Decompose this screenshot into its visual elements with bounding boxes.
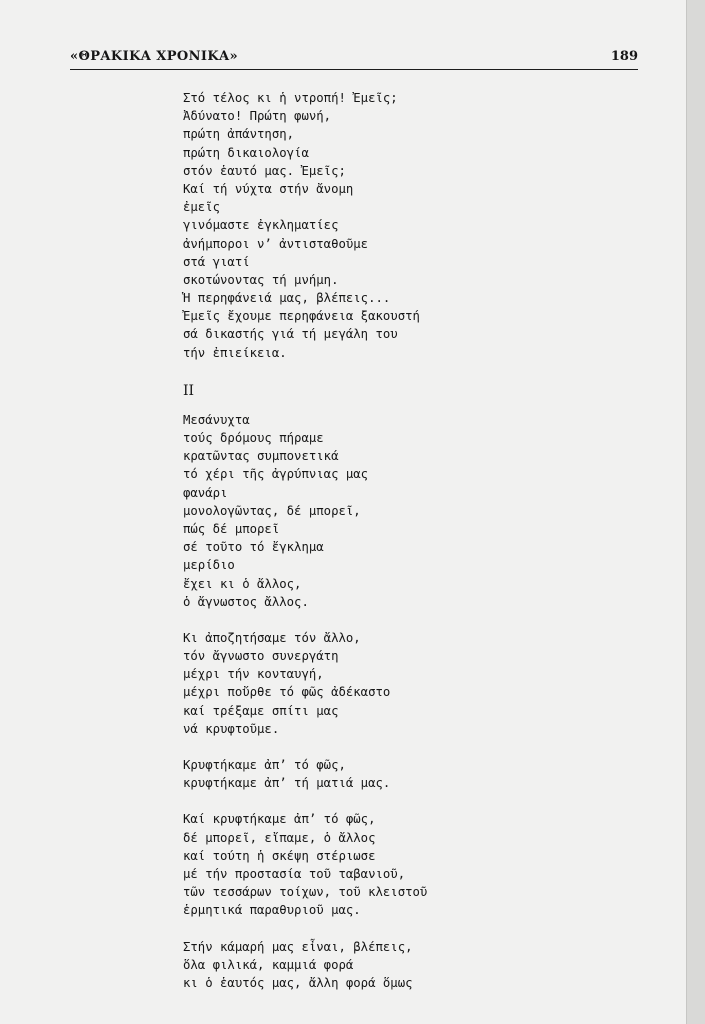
section-number: II: [183, 382, 195, 399]
poem-line: Ἐμεῖς ἔχουμε περηφάνεια ξακουστή: [183, 309, 420, 324]
poem-line: νά κρυφτοῦμε.: [183, 721, 280, 736]
poem-line: καί τρέξαμε σπίτι μας: [183, 703, 339, 718]
poem-line: Καί κρυφτήκαμε ἀπ’ τό φῶς,: [183, 812, 376, 827]
poem-line: γινόμαστε ἐγκληματίες: [183, 218, 339, 233]
poem-line: ὁ ἄγνωστος ἄλλος.: [183, 594, 309, 609]
poem-text: [183, 89, 603, 992]
poem-line: κι ὁ ἑαυτός μας, ἄλλη φορά ὅμως: [183, 975, 413, 990]
stanza-gap: [183, 611, 603, 629]
poem-line: Καί τή νύχτα στήν ἄνομη: [183, 181, 354, 196]
poem-line: στά γιατί: [183, 254, 250, 269]
poem-line: ἐμεῖς: [183, 200, 221, 215]
stanza: [183, 411, 603, 611]
stanza: [183, 629, 603, 738]
stanza: [183, 810, 603, 919]
poem-line: τῶν τεσσάρων τοίχων, τοῦ κλειστοῦ: [183, 885, 428, 900]
poem-line: πώς δέ μπορεῖ: [183, 521, 280, 536]
stanza-gap: [183, 738, 603, 756]
stanza-gap: [183, 792, 603, 810]
section-one: [183, 89, 603, 362]
poem-line: Στό τέλος κι ἡ ντροπή! Ἐμεῖς;: [183, 91, 398, 105]
poem-line: μέχρι ποὔρθε τό φῶς ἀδέκαστο: [183, 685, 391, 700]
poem-line: μέ τήν προστασία τοῦ ταβανιοῦ,: [183, 866, 406, 881]
page-header: [70, 49, 638, 71]
poem-line: τόν ἄγνωστο συνεργάτη: [183, 649, 339, 664]
header-rule: [70, 69, 638, 70]
poem-line: μερίδιο: [183, 558, 235, 573]
poem-line: ἔχει κι ὁ ἄλλος,: [183, 576, 302, 591]
poem-line: πρώτη ἀπάντηση,: [183, 127, 295, 142]
poem-line: Ἀδύνατο! Πρώτη φωνή,: [183, 109, 332, 124]
poem-line: Κι ἀποζητήσαμε τόν ἄλλο,: [183, 630, 361, 645]
poem-line: στόν ἑαυτό μας. Ἐμεῖς;: [183, 163, 346, 178]
poem-line: δέ μπορεῖ, εἴπαμε, ὁ ἄλλος: [183, 830, 376, 845]
poem-line: Κρυφτήκαμε ἀπ’ τό φῶς,: [183, 758, 346, 772]
stanza: [183, 756, 603, 792]
poem-line: καί τούτη ἡ σκέψη στέριωσε: [183, 848, 376, 863]
poem-line: τήν ἐπιείκεια.: [183, 345, 287, 360]
stanza-gap: [183, 362, 603, 380]
stanza: [183, 938, 603, 993]
poem-line: φανάρι: [183, 485, 228, 500]
journal-title: «ΘΡΑΚΙΚΑ ΧΡΟΝΙΚΑ»: [70, 49, 239, 64]
stanza-gap: [183, 920, 603, 938]
poem-line: μέχρι τήν κονταυγή,: [183, 667, 324, 682]
poem-line: ὅλα φιλικά, καμμιά φορά: [183, 957, 354, 972]
poem-line: τούς δρόμους πήραμε: [183, 431, 324, 445]
poem-line: σέ τοῦτο τό ἔγκλημα: [183, 540, 324, 555]
poem-line: Μεσάνυχτα: [183, 412, 250, 427]
poem-line: ἑρμητικά παραθυριοῦ μας.: [183, 903, 361, 918]
page-edge: [686, 0, 705, 1024]
poem-line: ἀνήμποροι ν’ ἀντισταθοῦμε: [183, 236, 369, 251]
poem-line: τό χέρι τῆς ἀγρύπνιας μας: [183, 467, 369, 482]
poem-line: κρατῶντας συμπονετικά: [183, 449, 339, 464]
poem-line: σά δικαστής γιά τή μεγάλη του: [183, 327, 398, 342]
page-number: 189: [610, 49, 638, 64]
poem-line: μονολογῶντας, δέ μπορεῖ,: [183, 503, 361, 518]
poem-line: Στήν κάμαρή μας εἶναι, βλέπεις,: [183, 939, 413, 954]
poem-line: Ἡ περηφάνειά μας, βλέπεις...: [183, 291, 391, 306]
poem-line: κρυφτήκαμε ἀπ’ τή ματιά μας.: [183, 776, 391, 791]
poem-line: πρώτη δικαιολογία: [183, 145, 309, 160]
poem-line: σκοτώνοντας τή μνήμη.: [183, 272, 339, 287]
